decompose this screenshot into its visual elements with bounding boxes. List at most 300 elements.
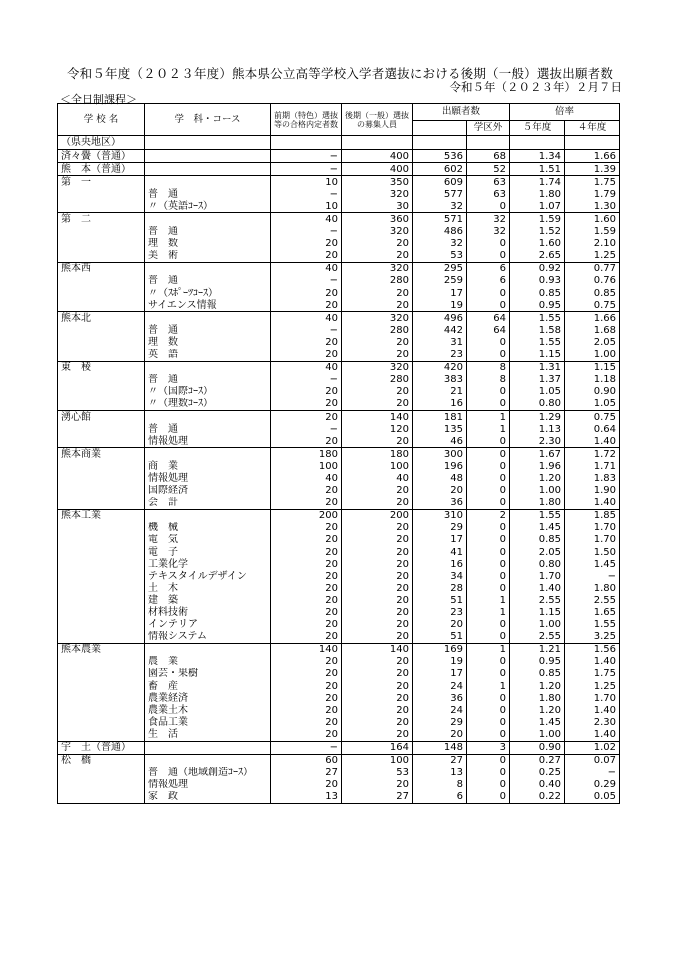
cell-early: 100 xyxy=(271,460,342,472)
cell-ratio-r4: 0.75 xyxy=(565,299,620,312)
cell-school xyxy=(58,324,145,336)
cell-early: 20 xyxy=(271,238,342,250)
table-row xyxy=(58,200,620,213)
cell-school xyxy=(58,485,145,497)
cell-school: 東 稜 xyxy=(58,361,145,374)
cell-out-of-district: 0 xyxy=(467,534,510,546)
cell-recruitment: 20 xyxy=(342,485,413,497)
cell-school xyxy=(58,570,145,582)
cell-department xyxy=(145,176,271,189)
cell-ratio-r4: 1.40 xyxy=(565,435,620,448)
cell-applicants: 19 xyxy=(413,299,467,312)
cell-ratio-r5: 1.67 xyxy=(510,448,565,461)
cell-school xyxy=(58,558,145,570)
cell-ratio-r5: 1.45 xyxy=(510,522,565,534)
cell-department: 〃（英語ｺｰｽ） xyxy=(145,200,271,213)
cell-out-of-district: 1 xyxy=(467,606,510,618)
cell-school xyxy=(58,497,145,510)
cell-department xyxy=(145,213,271,226)
cell-school xyxy=(58,692,145,704)
cell-ratio-r5: 1.00 xyxy=(510,728,565,741)
cell-department xyxy=(145,410,271,423)
cell-department: 理 数 xyxy=(145,238,271,250)
cell-out-of-district: 0 xyxy=(467,704,510,716)
table-row xyxy=(58,692,620,704)
cell-applicants: 29 xyxy=(413,716,467,728)
region-row xyxy=(58,136,620,150)
header-ratio: 倍率 xyxy=(510,104,620,121)
cell-ratio-r4: 2.30 xyxy=(565,716,620,728)
cell-ratio-r4: 1.85 xyxy=(565,509,620,522)
table-row xyxy=(58,522,620,534)
table-row xyxy=(58,741,620,754)
table-row xyxy=(58,374,620,386)
cell-early: 20 xyxy=(271,410,342,423)
course-label: ＜全日制課程＞ xyxy=(60,93,137,106)
cell-out-of-district: 0 xyxy=(467,460,510,472)
cell-school xyxy=(58,594,145,606)
cell-out-of-district: 64 xyxy=(467,312,510,325)
cell-recruitment: 20 xyxy=(342,336,413,348)
cell-out-of-district: 1 xyxy=(467,594,510,606)
cell-department: 建 築 xyxy=(145,594,271,606)
cell-applicants: 32 xyxy=(413,200,467,213)
cell-early: 20 xyxy=(271,398,342,411)
table-row xyxy=(58,435,620,448)
cell-early: 20 xyxy=(271,546,342,558)
cell-ratio-r4: 1.40 xyxy=(565,704,620,716)
cell-out-of-district: 0 xyxy=(467,668,510,680)
cell-school: 湧心館 xyxy=(58,410,145,423)
cell-school xyxy=(58,546,145,558)
cell-recruitment: 40 xyxy=(342,472,413,484)
cell-applicants: 486 xyxy=(413,226,467,238)
table-row xyxy=(58,631,620,644)
cell-ratio-r4: 1.25 xyxy=(565,250,620,263)
cell-school: 熊 本（普通） xyxy=(58,163,145,176)
cell-early: 20 xyxy=(271,534,342,546)
cell-department: 食品工業 xyxy=(145,716,271,728)
table-row xyxy=(58,361,620,374)
cell-ratio-r5: 0.22 xyxy=(510,791,565,804)
cell-early: 20 xyxy=(271,250,342,263)
cell-department: 機 械 xyxy=(145,522,271,534)
cell-ratio-r5: 1.80 xyxy=(510,692,565,704)
cell-out-of-district: 0 xyxy=(467,656,510,668)
cell-department: 普 通 xyxy=(145,423,271,435)
cell-out-of-district: 0 xyxy=(467,200,510,213)
cell-early: 60 xyxy=(271,754,342,767)
cell-department: 商 業 xyxy=(145,460,271,472)
cell-ratio-r4: 1.18 xyxy=(565,374,620,386)
cell-early: 20 xyxy=(271,704,342,716)
cell-ratio-r5: 0.95 xyxy=(510,299,565,312)
cell-school xyxy=(58,606,145,618)
cell-department: 電 子 xyxy=(145,546,271,558)
cell-department: 農業土木 xyxy=(145,704,271,716)
cell-department: 会 計 xyxy=(145,497,271,510)
cell-ratio-r4: 0.05 xyxy=(565,791,620,804)
cell-ratio-r5: 1.70 xyxy=(510,570,565,582)
cell-ratio-r5: 1.31 xyxy=(510,361,565,374)
cell-recruitment: 140 xyxy=(342,643,413,656)
cell-department: 土 木 xyxy=(145,582,271,594)
cell-department: 情報処理 xyxy=(145,472,271,484)
cell-ratio-r5: 1.15 xyxy=(510,349,565,362)
cell-ratio-r4: 2.55 xyxy=(565,594,620,606)
cell-ratio-r5: 0.80 xyxy=(510,558,565,570)
cell-applicants: 51 xyxy=(413,631,467,644)
cell-applicants: 17 xyxy=(413,534,467,546)
cell-ratio-r5: 1.96 xyxy=(510,460,565,472)
cell-recruitment: 20 xyxy=(342,570,413,582)
table-row xyxy=(58,410,620,423)
cell-school xyxy=(58,534,145,546)
cell-early: 20 xyxy=(271,287,342,299)
cell-out-of-district: 0 xyxy=(467,497,510,510)
cell-applicants: 16 xyxy=(413,398,467,411)
cell-department: 畜 産 xyxy=(145,680,271,692)
cell-early: 20 xyxy=(271,680,342,692)
cell-early: − xyxy=(271,423,342,435)
cell-early: 20 xyxy=(271,692,342,704)
cell-school xyxy=(58,238,145,250)
cell-ratio-r4: 1.56 xyxy=(565,643,620,656)
region-label: （県央地区） xyxy=(58,136,145,150)
cell-out-of-district: 0 xyxy=(467,250,510,263)
cell-ratio-r5: 1.55 xyxy=(510,312,565,325)
cell-ratio-r4: 3.25 xyxy=(565,631,620,644)
cell-department xyxy=(145,741,271,754)
table-row xyxy=(58,546,620,558)
cell-ratio-r5: 0.85 xyxy=(510,287,565,299)
cell-out-of-district: 1 xyxy=(467,680,510,692)
table-row xyxy=(58,728,620,741)
cell-ratio-r4: 2.05 xyxy=(565,336,620,348)
cell-school xyxy=(58,619,145,631)
cell-school xyxy=(58,250,145,263)
cell-applicants: 48 xyxy=(413,472,467,484)
cell-out-of-district: 0 xyxy=(467,448,510,461)
table-row xyxy=(58,226,620,238)
cell-out-of-district: 0 xyxy=(467,238,510,250)
cell-recruitment: 20 xyxy=(342,546,413,558)
cell-out-of-district: 0 xyxy=(467,570,510,582)
cell-school xyxy=(58,522,145,534)
cell-department: 理 数 xyxy=(145,336,271,348)
cell-school xyxy=(58,716,145,728)
cell-ratio-r4: 1.40 xyxy=(565,656,620,668)
cell-out-of-district: 63 xyxy=(467,188,510,200)
cell-out-of-district: 1 xyxy=(467,643,510,656)
cell-ratio-r4: 1.70 xyxy=(565,522,620,534)
table-row xyxy=(58,656,620,668)
header-recruitment: 後期（一般）選抜の募集人員 xyxy=(342,104,413,136)
cell-early: 20 xyxy=(271,606,342,618)
cell-ratio-r5: 0.92 xyxy=(510,262,565,275)
cell-ratio-r5: 0.80 xyxy=(510,398,565,411)
cell-applicants: 8 xyxy=(413,779,467,791)
cell-recruitment: 164 xyxy=(342,741,413,754)
cell-applicants: 536 xyxy=(413,150,467,163)
cell-recruitment: 180 xyxy=(342,448,413,461)
cell-school xyxy=(58,656,145,668)
cell-out-of-district: 63 xyxy=(467,176,510,189)
cell-department xyxy=(145,643,271,656)
table-row xyxy=(58,163,620,176)
cell-early: 20 xyxy=(271,386,342,398)
cell-school xyxy=(58,435,145,448)
cell-school: 熊本工業 xyxy=(58,509,145,522)
cell-school xyxy=(58,200,145,213)
cell-ratio-r4: 1.59 xyxy=(565,226,620,238)
cell-ratio-r4: 1.60 xyxy=(565,213,620,226)
cell-recruitment: 20 xyxy=(342,349,413,362)
cell-ratio-r4: 1.39 xyxy=(565,163,620,176)
cell-out-of-district: 0 xyxy=(467,619,510,631)
cell-recruitment: 280 xyxy=(342,275,413,287)
table-row xyxy=(58,238,620,250)
cell-school xyxy=(58,668,145,680)
table-row xyxy=(58,250,620,263)
cell-school xyxy=(58,472,145,484)
cell-school xyxy=(58,704,145,716)
table-row xyxy=(58,460,620,472)
cell-applicants: 24 xyxy=(413,680,467,692)
cell-early: 20 xyxy=(271,594,342,606)
cell-recruitment: 20 xyxy=(342,534,413,546)
cell-department: 生 活 xyxy=(145,728,271,741)
cell-early: 13 xyxy=(271,791,342,804)
cell-early: 20 xyxy=(271,619,342,631)
cell-recruitment: 140 xyxy=(342,410,413,423)
cell-applicants: 41 xyxy=(413,546,467,558)
table-row xyxy=(58,619,620,631)
cell-applicants: 28 xyxy=(413,582,467,594)
cell-school xyxy=(58,336,145,348)
table-row xyxy=(58,582,620,594)
cell-applicants: 46 xyxy=(413,435,467,448)
cell-applicants: 442 xyxy=(413,324,467,336)
cell-ratio-r4: 0.64 xyxy=(565,423,620,435)
table-row xyxy=(58,680,620,692)
cell-ratio-r4: 1.83 xyxy=(565,472,620,484)
cell-department: 情報処理 xyxy=(145,779,271,791)
cell-early: 140 xyxy=(271,643,342,656)
cell-ratio-r5: 1.20 xyxy=(510,472,565,484)
table-row xyxy=(58,349,620,362)
header-department: 学 科・コース xyxy=(145,104,271,136)
cell-recruitment: 120 xyxy=(342,423,413,435)
cell-applicants: 36 xyxy=(413,692,467,704)
cell-ratio-r5: 0.90 xyxy=(510,741,565,754)
cell-recruitment: 20 xyxy=(342,299,413,312)
cell-ratio-r4: 1.00 xyxy=(565,349,620,362)
cell-ratio-r4: 1.02 xyxy=(565,741,620,754)
cell-applicants: 53 xyxy=(413,250,467,263)
table-row xyxy=(58,386,620,398)
cell-out-of-district: 0 xyxy=(467,754,510,767)
cell-recruitment: 20 xyxy=(342,594,413,606)
cell-ratio-r5: 1.51 xyxy=(510,163,565,176)
cell-ratio-r5: 1.07 xyxy=(510,200,565,213)
cell-school xyxy=(58,386,145,398)
cell-recruitment: 20 xyxy=(342,497,413,510)
cell-out-of-district: 0 xyxy=(467,728,510,741)
cell-department xyxy=(145,361,271,374)
header-applicants-total xyxy=(413,121,467,136)
cell-department: 電 気 xyxy=(145,534,271,546)
cell-early: 20 xyxy=(271,497,342,510)
cell-recruitment: 320 xyxy=(342,188,413,200)
cell-ratio-r4: 1.71 xyxy=(565,460,620,472)
cell-applicants: 181 xyxy=(413,410,467,423)
cell-recruitment: 360 xyxy=(342,213,413,226)
cell-out-of-district: 0 xyxy=(467,287,510,299)
cell-recruitment: 400 xyxy=(342,150,413,163)
table-row xyxy=(58,791,620,804)
cell-applicants: 602 xyxy=(413,163,467,176)
cell-ratio-r4: 1.30 xyxy=(565,200,620,213)
cell-recruitment: 200 xyxy=(342,509,413,522)
table-row xyxy=(58,558,620,570)
cell-applicants: 20 xyxy=(413,728,467,741)
cell-ratio-r4: 1.75 xyxy=(565,176,620,189)
cell-out-of-district: 0 xyxy=(467,435,510,448)
cell-applicants: 21 xyxy=(413,386,467,398)
cell-out-of-district: 0 xyxy=(467,692,510,704)
cell-recruitment: 20 xyxy=(342,386,413,398)
cell-department: 〃（理数ｺｰｽ） xyxy=(145,398,271,411)
table-row xyxy=(58,448,620,461)
cell-recruitment: 320 xyxy=(342,361,413,374)
cell-applicants: 295 xyxy=(413,262,467,275)
cell-ratio-r5: 0.25 xyxy=(510,767,565,779)
table-row xyxy=(58,275,620,287)
cell-recruitment: 320 xyxy=(342,312,413,325)
cell-school xyxy=(58,779,145,791)
cell-early: 27 xyxy=(271,767,342,779)
cell-ratio-r4: 1.66 xyxy=(565,312,620,325)
cell-ratio-r5: 1.21 xyxy=(510,643,565,656)
cell-applicants: 496 xyxy=(413,312,467,325)
cell-early: 10 xyxy=(271,200,342,213)
cell-recruitment: 20 xyxy=(342,435,413,448)
cell-ratio-r4: 1.15 xyxy=(565,361,620,374)
cell-ratio-r4: 1.80 xyxy=(565,582,620,594)
cell-recruitment: 320 xyxy=(342,262,413,275)
cell-ratio-r4: 1.79 xyxy=(565,188,620,200)
cell-ratio-r5: 1.00 xyxy=(510,619,565,631)
cell-school xyxy=(58,680,145,692)
cell-recruitment: 20 xyxy=(342,716,413,728)
cell-ratio-r5: 1.05 xyxy=(510,386,565,398)
cell-early: − xyxy=(271,226,342,238)
cell-ratio-r4: 1.75 xyxy=(565,668,620,680)
cell-school xyxy=(58,299,145,312)
cell-out-of-district: 0 xyxy=(467,485,510,497)
cell-ratio-r4: 0.07 xyxy=(565,754,620,767)
cell-school xyxy=(58,226,145,238)
cell-out-of-district: 64 xyxy=(467,324,510,336)
table-row xyxy=(58,472,620,484)
cell-early: − xyxy=(271,374,342,386)
header-early-admissions: 前期（特色）選抜等の合格内定者数 xyxy=(271,104,342,136)
cell-school xyxy=(58,767,145,779)
cell-early: 20 xyxy=(271,716,342,728)
header-school: 学 校 名 xyxy=(58,104,145,136)
cell-out-of-district: 0 xyxy=(467,716,510,728)
cell-school: 第 二 xyxy=(58,213,145,226)
cell-ratio-r5: 0.85 xyxy=(510,668,565,680)
cell-out-of-district: 0 xyxy=(467,767,510,779)
table-row xyxy=(58,398,620,411)
cell-ratio-r4: 0.75 xyxy=(565,410,620,423)
cell-recruitment: 20 xyxy=(342,250,413,263)
header-ratio-r5: ５年度 xyxy=(510,121,565,136)
cell-school xyxy=(58,188,145,200)
cell-ratio-r4: 1.68 xyxy=(565,324,620,336)
cell-recruitment: 20 xyxy=(342,680,413,692)
table-row xyxy=(58,423,620,435)
cell-out-of-district: 52 xyxy=(467,163,510,176)
cell-ratio-r4: 1.05 xyxy=(565,398,620,411)
cell-applicants: 300 xyxy=(413,448,467,461)
cell-ratio-r5: 1.55 xyxy=(510,336,565,348)
cell-early: 20 xyxy=(271,779,342,791)
cell-ratio-r5: 1.59 xyxy=(510,213,565,226)
cell-ratio-r5: 0.93 xyxy=(510,275,565,287)
cell-school xyxy=(58,275,145,287)
cell-ratio-r5: 1.37 xyxy=(510,374,565,386)
cell-recruitment: 400 xyxy=(342,163,413,176)
cell-early: 20 xyxy=(271,668,342,680)
cell-out-of-district: 0 xyxy=(467,522,510,534)
cell-school xyxy=(58,728,145,741)
cell-ratio-r5: 1.40 xyxy=(510,582,565,594)
cell-ratio-r4: 1.40 xyxy=(565,728,620,741)
cell-ratio-r5: 2.55 xyxy=(510,631,565,644)
cell-ratio-r4: 1.70 xyxy=(565,534,620,546)
cell-recruitment: 100 xyxy=(342,754,413,767)
cell-department: 普 通 xyxy=(145,324,271,336)
cell-recruitment: 20 xyxy=(342,238,413,250)
cell-ratio-r5: 1.60 xyxy=(510,238,565,250)
table-row xyxy=(58,606,620,618)
cell-department: 普 通 xyxy=(145,275,271,287)
cell-ratio-r5: 1.74 xyxy=(510,176,565,189)
cell-applicants: 17 xyxy=(413,287,467,299)
cell-ratio-r5: 1.20 xyxy=(510,704,565,716)
cell-early: 20 xyxy=(271,336,342,348)
cell-recruitment: 20 xyxy=(342,668,413,680)
cell-out-of-district: 1 xyxy=(467,423,510,435)
cell-recruitment: 20 xyxy=(342,619,413,631)
cell-ratio-r5: 1.45 xyxy=(510,716,565,728)
cell-ratio-r5: 1.15 xyxy=(510,606,565,618)
cell-school xyxy=(58,398,145,411)
cell-recruitment: 320 xyxy=(342,226,413,238)
cell-recruitment: 280 xyxy=(342,324,413,336)
cell-department: テキスタイルデザイン xyxy=(145,570,271,582)
cell-applicants: 31 xyxy=(413,336,467,348)
cell-ratio-r4: 1.45 xyxy=(565,558,620,570)
cell-ratio-r5: 2.30 xyxy=(510,435,565,448)
cell-department: 美 術 xyxy=(145,250,271,263)
cell-recruitment: 350 xyxy=(342,176,413,189)
cell-applicants: 17 xyxy=(413,668,467,680)
cell-applicants: 23 xyxy=(413,606,467,618)
